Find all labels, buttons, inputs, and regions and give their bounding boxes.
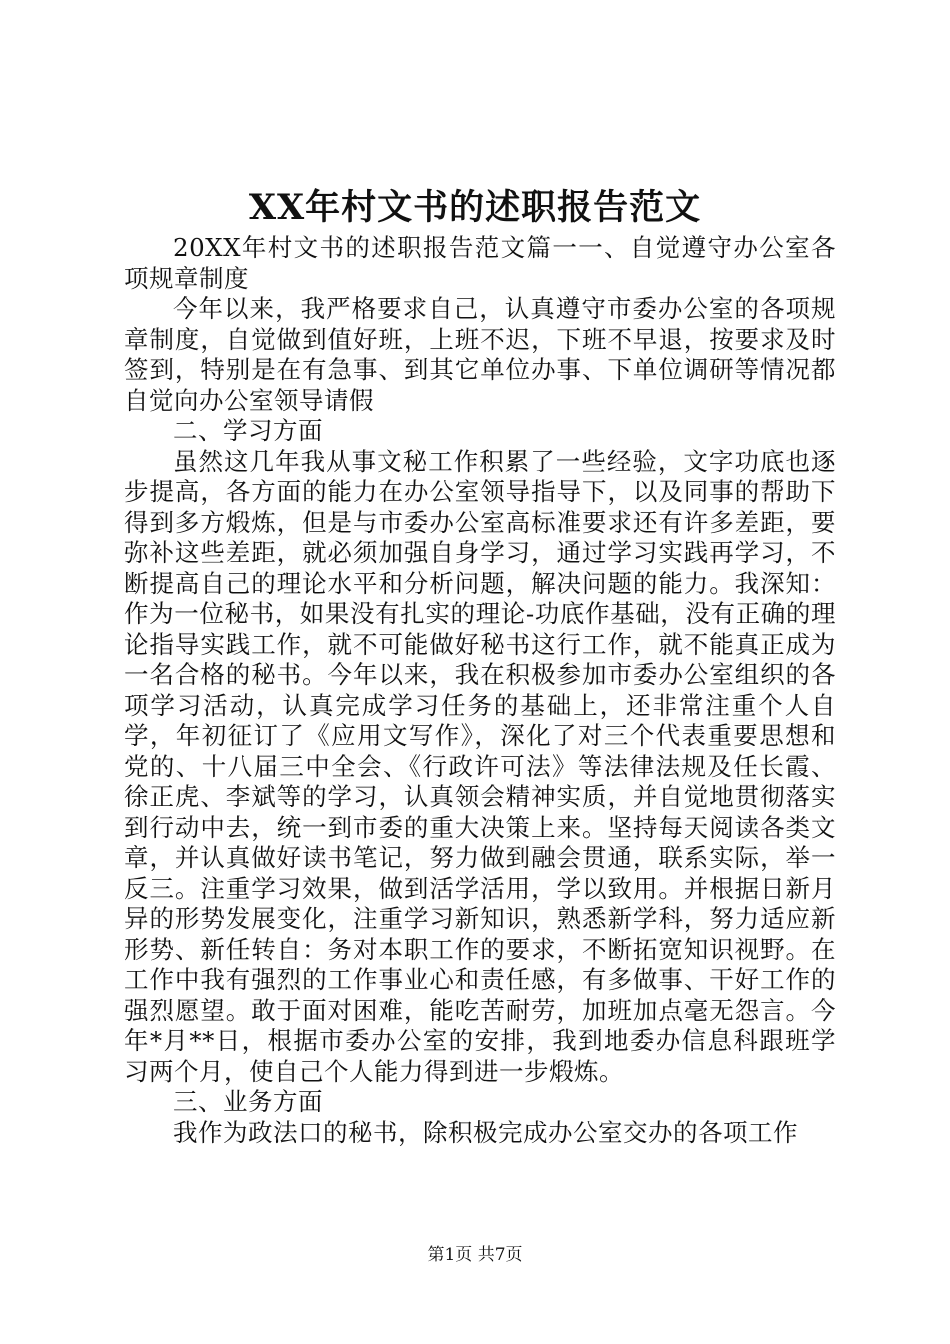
paragraph-business: 我作为政法口的秘书，除积极完成办公室交办的各项工作 xyxy=(173,1117,798,1147)
paragraph-study: 虽然这几年我从事文秘工作积累了一些经验，文字功底也逐步提高，各方面的能力在办公室领导指导下，以及同事的帮助下得到多方煅炼，但是与市委办公室高标准要求还有许多差距，要弥补这些差距，就必须加强自身学习，通过学习实践再学习，不断提高自己的理论水平和分析问题，解决问题的能力。我深知：作为一位秘书，如果没有扎实的理论-功底作基础，没有正确的理论指导实践工作，就不可能做好秘书这行工作，就不能真正成为一名合格的秘书。今年以来，我在积极参加市委办公室组织的各项学习活动，认真完成学习任务的基础上，还非常注重个人自学，年初征订了《应用文写作》，深化了对三个代表重要思想和党的、十八届三中全会、《行政许可法》等法律法规及任长霞、徐正虎、李斌等的学习，认真领会精神实质，并自觉地贯彻落实到行动中去，统一到市委的重大决策上来。坚持每天阅读各类文章，并认真做好读书笔记，努力做到融会贯通，联系实际，举一反三。注重学习效果，做到活学活用，学以致用。并根据日新月异的形势发展变化，注重学习新知识，熟悉新学科，努力适应新形势、新任转自：务对本职工作的要求，不断拓宽知识视野。在工作中我有强烈的工作事业心和责任感，有多做事、干好工作的强烈愿望。敢于面对困难，能吃苦耐劳，加班加点毫无怨言。今年*月**日，根据市委办公室的安排，我到地委办信息科跟班学习两个月，使自己个人能力得到进一步煅炼。 xyxy=(124,446,836,1086)
document-body xyxy=(124,233,836,1148)
paragraph-rules: 今年以来，我严格要求自己，认真遵守市委办公室的各项规章制度，自觉做到值好班，上班不迟，下班不早退，按要求及时签到，特别是在有急事、到其它单位办事、下单位调研等情况都自觉向办公室领导请假 xyxy=(124,294,836,415)
heading-business: 三、业务方面 xyxy=(173,1087,323,1116)
page-number-footer: 第1页 共7页 xyxy=(427,1245,523,1265)
heading-study: 二、学习方面 xyxy=(173,416,323,445)
document-title: XX年村文书的述职报告范文 xyxy=(248,187,702,228)
paragraph-intro: 20XX年村文书的述职报告范文篇一一、自觉遵守办公室各项规章制度 xyxy=(124,233,836,293)
